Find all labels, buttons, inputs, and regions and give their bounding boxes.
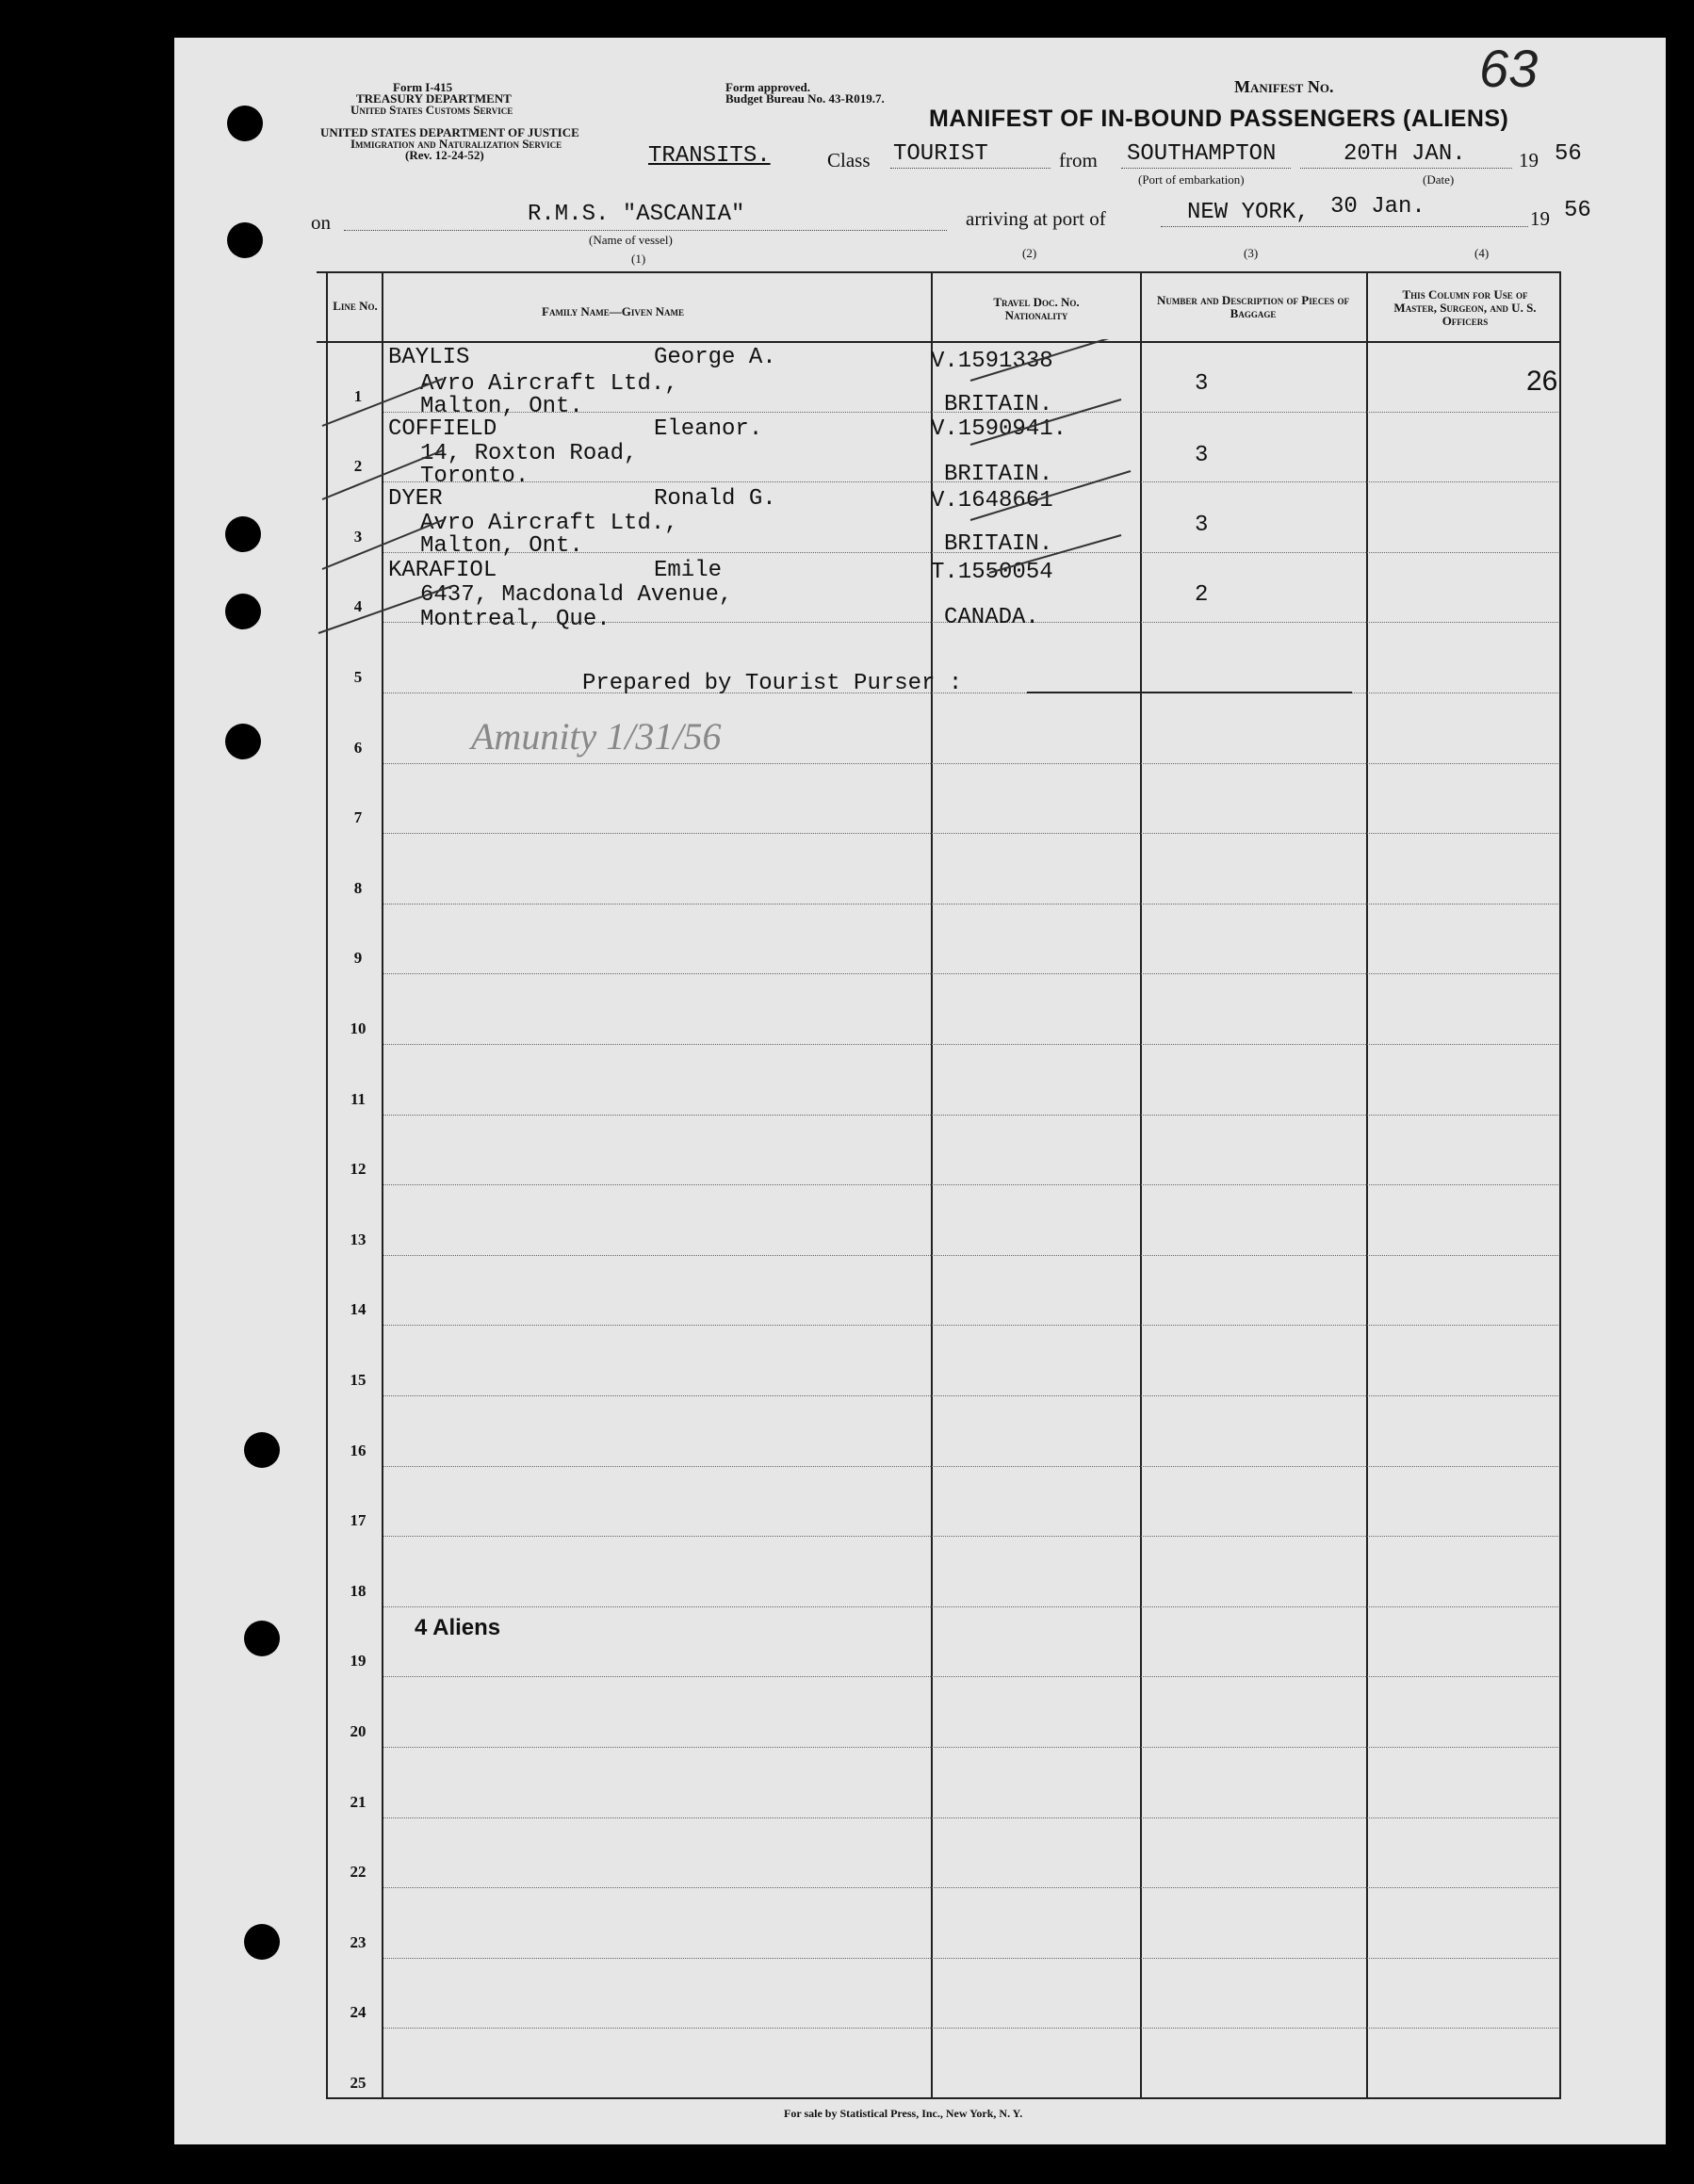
year-suffix-2: 56 — [1564, 198, 1591, 223]
passenger-travel-doc: V.1590941. — [931, 416, 1067, 442]
row-separator — [383, 1606, 1558, 1607]
line-number: 9 — [353, 949, 363, 968]
row-separator — [383, 904, 1558, 905]
port-of-embarkation: SOUTHAMPTON — [1127, 141, 1277, 167]
row-separator — [383, 1887, 1558, 1888]
customs-service: United States Customs Service — [350, 103, 513, 117]
passenger-given: George A. — [654, 345, 776, 370]
line-number: 13 — [350, 1230, 366, 1248]
prepared-by-signature-line — [1027, 692, 1352, 693]
header-travel-doc: Travel Doc. No. Nationality — [993, 295, 1080, 322]
officer-signature: Amunity 1/31/56 — [471, 715, 722, 758]
date-field-line — [1300, 168, 1512, 169]
punch-hole-10 — [225, 724, 261, 759]
aliens-total: 4 Aliens — [415, 1615, 501, 1640]
justice-dept: UNITED STATES DEPARTMENT OF JUSTICE — [320, 125, 579, 139]
on-label: on — [311, 211, 331, 234]
passenger-address-line-1: 14, Roxton Road, — [420, 441, 638, 466]
treasury-dept: TREASURY DEPARTMENT — [356, 91, 512, 106]
embarkation-caption: (Port of embarkation) — [1138, 172, 1245, 187]
line-number: 4 — [353, 597, 363, 616]
arriving-label: arriving at port of — [966, 207, 1106, 230]
vessel-caption: (Name of vessel) — [589, 233, 673, 247]
column-number-1: (1) — [631, 252, 646, 266]
line-number: 21 — [350, 1792, 366, 1811]
vessel-name: R.M.S. "ASCANIA" — [528, 202, 745, 227]
line-number: 10 — [350, 1019, 366, 1037]
passenger-family: BAYLIS — [388, 345, 470, 370]
line-number: 1 — [353, 386, 363, 405]
passenger-given: Eleanor. — [654, 416, 763, 442]
row-separator — [383, 1958, 1558, 1959]
punch-hole-8 — [225, 516, 261, 552]
passenger-address-line-2: Malton, Ont. — [420, 394, 583, 419]
passenger-nationality: BRITAIN. — [944, 531, 1053, 557]
passenger-nationality: BRITAIN. — [944, 462, 1053, 487]
passenger-address-line-2: Montreal, Que. — [420, 607, 611, 632]
punch-hole-9 — [225, 594, 261, 629]
arrival-date: 30 Jan. — [1330, 194, 1425, 220]
prepared-by: Prepared by Tourist Purser : — [582, 671, 963, 696]
form-id: Form I-415 — [393, 80, 453, 94]
punch-hole-12 — [244, 1621, 280, 1656]
column-number-3: (3) — [1244, 246, 1259, 260]
line-number: 11 — [350, 1089, 366, 1108]
row-separator — [383, 1817, 1558, 1818]
line-number: 15 — [350, 1371, 366, 1389]
officer-note: 26 — [1526, 366, 1558, 397]
line-number: 18 — [350, 1581, 366, 1600]
passenger-baggage: 3 — [1195, 443, 1209, 468]
class-label: Class — [827, 149, 871, 171]
passenger-baggage: 2 — [1195, 582, 1209, 608]
row-separator — [383, 973, 1558, 974]
line-number: 8 — [353, 878, 363, 897]
row-separator — [383, 833, 1558, 834]
punch-hole-7 — [227, 222, 263, 258]
passenger-travel-doc: V.1648661 — [931, 488, 1053, 513]
row-separator — [383, 1325, 1558, 1326]
header-line-no: Line No. — [333, 299, 378, 313]
row-separator — [383, 1395, 1558, 1396]
line-number: 20 — [350, 1722, 366, 1740]
printer-footer: For sale by Statistical Press, Inc., New York, N. Y. — [784, 2107, 1023, 2120]
passenger-travel-doc: V.1591338 — [931, 349, 1053, 374]
passenger-family: DYER — [388, 486, 443, 512]
row-separator — [383, 1184, 1558, 1185]
transits-label: TRANSITS. — [648, 143, 771, 169]
column-number-2: (2) — [1022, 246, 1037, 260]
passenger-address-line-2: Malton, Ont. — [420, 533, 583, 559]
check-marks — [311, 339, 1347, 641]
line-number: 14 — [350, 1300, 366, 1319]
punch-hole-11 — [244, 1432, 280, 1468]
punch-hole-6 — [227, 106, 263, 141]
passenger-travel-doc: T.1550054 — [931, 560, 1053, 585]
date-caption: (Date) — [1423, 172, 1455, 187]
column-number-4: (4) — [1474, 246, 1490, 260]
line-number: 22 — [350, 1863, 366, 1882]
header-officers: This Column for Use of Master, Surgeon, and U. S. Officers — [1393, 287, 1537, 328]
line-number: 5 — [353, 668, 363, 686]
rev-date: (Rev. 12-24-52) — [405, 148, 484, 162]
passenger-family: KARAFIOL — [388, 558, 497, 583]
year-prefix-2: 19 — [1530, 207, 1550, 230]
line-number: 25 — [350, 2074, 366, 2092]
passenger-nationality: BRITAIN. — [944, 392, 1053, 417]
embarkation-date: 20TH JAN. — [1344, 141, 1466, 167]
passenger-given: Emile — [654, 558, 723, 583]
passenger-given: Ronald G. — [654, 486, 776, 512]
class-value: TOURIST — [893, 141, 988, 167]
row-separator — [383, 1466, 1558, 1467]
passenger-address-line-1: Avro Aircraft Ltd., — [420, 371, 678, 397]
passenger-address-line-2: Toronto. — [420, 464, 529, 489]
line-number: 17 — [350, 1511, 366, 1530]
arrival-field-line — [1161, 226, 1528, 227]
line-number: 2 — [353, 457, 363, 476]
passenger-nationality: CANADA. — [944, 605, 1039, 630]
ins-service: Immigration and Naturalization Service — [350, 137, 562, 151]
passenger-baggage: 3 — [1195, 513, 1209, 538]
passenger-address-line-1: 6437, Macdonald Avenue, — [420, 582, 733, 608]
line-number: 12 — [350, 1160, 366, 1179]
manifest-title: MANIFEST OF IN-BOUND PASSENGERS (ALIENS) — [929, 106, 1509, 132]
passenger-family: COFFIELD — [388, 416, 497, 442]
line-number: 24 — [350, 2003, 366, 2022]
arrival-port: NEW YORK, — [1187, 200, 1310, 225]
manifest-no-label: Manifest No. — [1234, 77, 1334, 96]
row-separator — [383, 763, 1558, 764]
embarkation-field-line — [1121, 168, 1291, 169]
line-number: 23 — [350, 1932, 366, 1951]
line-number: 19 — [350, 1652, 366, 1671]
year-suffix-1: 56 — [1555, 141, 1582, 167]
header-baggage: Number and Description of Pieces of Baggage — [1157, 293, 1349, 320]
form-approved: Form approved. — [725, 80, 811, 94]
row-separator — [383, 2028, 1558, 2029]
year-prefix-1: 19 — [1519, 149, 1539, 171]
passenger-address-line-1: Avro Aircraft Ltd., — [420, 511, 678, 536]
from-label: from — [1059, 149, 1098, 171]
line-number: 16 — [350, 1441, 366, 1459]
line-number: 6 — [353, 738, 363, 757]
row-separator — [383, 1676, 1558, 1677]
budget-bureau: Budget Bureau No. 43-R019.7. — [725, 91, 885, 106]
line-number: 3 — [353, 527, 363, 546]
row-separator — [383, 1747, 1558, 1748]
class-field-line — [890, 168, 1051, 169]
row-separator — [383, 1255, 1558, 1256]
line-number: 7 — [353, 808, 363, 827]
passenger-baggage: 3 — [1195, 371, 1209, 397]
manifest-number: 63 — [1479, 39, 1539, 98]
punch-hole-13 — [244, 1924, 280, 1960]
row-separator — [383, 1536, 1558, 1537]
row-separator — [383, 1115, 1558, 1116]
row-separator — [383, 1044, 1558, 1045]
header-name: Family Name—Given Name — [542, 304, 685, 318]
vessel-field-line — [344, 230, 947, 231]
